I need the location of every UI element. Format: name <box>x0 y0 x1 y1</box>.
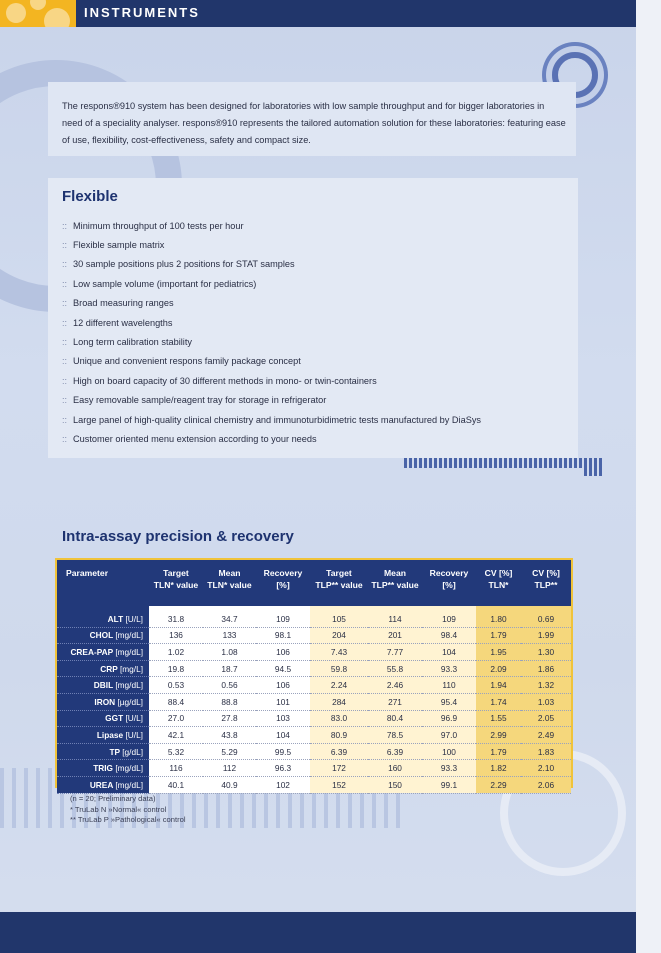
precision-table <box>57 560 571 790</box>
table-row <box>57 760 571 777</box>
bullet-icon: :: <box>62 298 68 309</box>
list-item: :: Customer oriented menu extension according to your needs <box>62 433 317 444</box>
value-cell: 150 <box>368 776 422 793</box>
section-title: INSTRUMENTS <box>84 5 200 20</box>
list-item: :: Long term calibration stability <box>62 337 192 348</box>
parameter-cell: IRON [µg/dL] <box>57 693 149 710</box>
bullet-icon: :: <box>62 433 68 444</box>
column-header: Recovery [%] <box>422 560 476 606</box>
value-cell: 1.80 <box>476 611 521 627</box>
value-cell: 0.56 <box>203 677 256 694</box>
data-table <box>57 560 571 794</box>
value-cell: 106 <box>256 644 310 661</box>
value-cell: 2.46 <box>368 677 422 694</box>
parameter-cell: Lipase [U/L] <box>57 727 149 744</box>
value-cell: 83.0 <box>310 710 368 727</box>
parameter-cell: TRIG [mg/dL] <box>57 760 149 777</box>
parameter-cell: GGT [U/L] <box>57 710 149 727</box>
value-cell: 7.77 <box>368 644 422 661</box>
bullet-icon: :: <box>62 337 68 348</box>
bullet-icon: :: <box>62 240 68 251</box>
list-item: :: Large panel of high-quality clinical chemistry and immunoturbidimetric tests manufactured by DiaSys <box>62 414 482 425</box>
value-cell: 98.1 <box>256 627 310 644</box>
list-item: :: Low sample volume (important for pediatrics) <box>62 278 257 289</box>
value-cell: 34.7 <box>203 611 256 627</box>
value-cell: 43.8 <box>203 727 256 744</box>
value-cell: 95.4 <box>422 693 476 710</box>
footnote: ** TruLab P »Pathological« control <box>70 815 186 824</box>
value-cell: 284 <box>310 693 368 710</box>
list-item: :: 12 different wavelengths <box>62 317 173 328</box>
table-row <box>57 644 571 661</box>
bullet-icon: :: <box>62 375 68 386</box>
feature-list <box>62 216 481 449</box>
value-cell: 1.86 <box>521 660 571 677</box>
precision-heading: Intra-assay precision & recovery <box>62 528 294 545</box>
value-cell: 2.05 <box>521 710 571 727</box>
value-cell: 93.3 <box>422 660 476 677</box>
value-cell: 102 <box>256 776 310 793</box>
value-cell: 101 <box>256 693 310 710</box>
value-cell: 1.99 <box>521 627 571 644</box>
value-cell: 88.8 <box>203 693 256 710</box>
value-cell: 6.39 <box>368 743 422 760</box>
value-cell: 1.74 <box>476 693 521 710</box>
value-cell: 31.8 <box>149 611 203 627</box>
intro-text: The respons®910 system has been designed for laboratories with low sample throughput and for bigger laboratories in need of a speciality analyser. respons®910 represents the tailored automation solution for these laboratories: featuring ease of use, flexibility, cost-effectiveness, safety and compact size. <box>62 101 566 145</box>
list-item: :: Broad measuring ranges <box>62 298 174 309</box>
column-header: CV [%] TLN* <box>476 560 521 606</box>
value-cell: 93.3 <box>422 760 476 777</box>
value-cell: 99.5 <box>256 743 310 760</box>
value-cell: 40.1 <box>149 776 203 793</box>
value-cell: 116 <box>149 760 203 777</box>
brand-pattern <box>0 0 76 27</box>
value-cell: 160 <box>368 760 422 777</box>
value-cell: 1.02 <box>149 644 203 661</box>
value-cell: 110 <box>422 677 476 694</box>
bullet-icon: :: <box>62 414 68 425</box>
value-cell: 1.79 <box>476 743 521 760</box>
value-cell: 19.8 <box>149 660 203 677</box>
value-cell: 97.0 <box>422 727 476 744</box>
scan-margin <box>636 0 661 953</box>
value-cell: 1.55 <box>476 710 521 727</box>
value-cell: 106 <box>256 677 310 694</box>
column-header: Mean TLN* value <box>203 560 256 606</box>
bullet-icon: :: <box>62 395 68 406</box>
value-cell: 18.7 <box>203 660 256 677</box>
table-footnotes <box>70 794 186 826</box>
value-cell: 1.30 <box>521 644 571 661</box>
value-cell: 99.1 <box>422 776 476 793</box>
value-cell: 1.79 <box>476 627 521 644</box>
value-cell: 0.69 <box>521 611 571 627</box>
column-header: Parameter <box>57 560 149 606</box>
bullet-icon: :: <box>62 356 68 367</box>
value-cell: 1.08 <box>203 644 256 661</box>
value-cell: 112 <box>203 760 256 777</box>
value-cell: 55.8 <box>368 660 422 677</box>
value-cell: 27.0 <box>149 710 203 727</box>
value-cell: 80.9 <box>310 727 368 744</box>
table-row <box>57 611 571 627</box>
value-cell: 2.24 <box>310 677 368 694</box>
value-cell: 2.06 <box>521 776 571 793</box>
value-cell: 7.43 <box>310 644 368 661</box>
bullet-icon: :: <box>62 259 68 270</box>
value-cell: 1.32 <box>521 677 571 694</box>
value-cell: 5.32 <box>149 743 203 760</box>
value-cell: 152 <box>310 776 368 793</box>
value-cell: 104 <box>422 644 476 661</box>
value-cell: 133 <box>203 627 256 644</box>
value-cell: 1.82 <box>476 760 521 777</box>
table-row <box>57 693 571 710</box>
footnote: (n = 20; Preliminary data) <box>70 794 156 803</box>
value-cell: 1.94 <box>476 677 521 694</box>
table-row <box>57 710 571 727</box>
list-item: :: High on board capacity of 30 different methods in mono- or twin-containers <box>62 375 377 386</box>
parameter-cell: CHOL [mg/dL] <box>57 627 149 644</box>
column-header: Target TLN* value <box>149 560 203 606</box>
bullet-icon: :: <box>62 278 68 289</box>
list-item: :: Flexible sample matrix <box>62 240 165 251</box>
table-row <box>57 727 571 744</box>
parameter-cell: TP [g/dL] <box>57 743 149 760</box>
table-row <box>57 677 571 694</box>
value-cell: 109 <box>422 611 476 627</box>
value-cell: 78.5 <box>368 727 422 744</box>
value-cell: 94.5 <box>256 660 310 677</box>
value-cell: 88.4 <box>149 693 203 710</box>
list-item: :: Unique and convenient respons family package concept <box>62 356 301 367</box>
parameter-cell: DBIL [mg/dL] <box>57 677 149 694</box>
value-cell: 2.10 <box>521 760 571 777</box>
value-cell: 103 <box>256 710 310 727</box>
column-header: Recovery [%] <box>256 560 310 606</box>
value-cell: 1.83 <box>521 743 571 760</box>
footer-bar <box>0 912 636 953</box>
bullet-icon: :: <box>62 317 68 328</box>
table-row <box>57 627 571 644</box>
parameter-cell: CRP [mg/L] <box>57 660 149 677</box>
value-cell: 42.1 <box>149 727 203 744</box>
decorative-bars-upper <box>404 458 602 476</box>
table-header-row <box>57 560 571 606</box>
value-cell: 5.29 <box>203 743 256 760</box>
footnote: * TruLab N »Normal« control <box>70 804 167 814</box>
value-cell: 98.4 <box>422 627 476 644</box>
parameter-cell: ALT [U/L] <box>57 611 149 627</box>
value-cell: 104 <box>256 727 310 744</box>
value-cell: 100 <box>422 743 476 760</box>
column-header: CV [%] TLP** <box>521 560 571 606</box>
value-cell: 2.99 <box>476 727 521 744</box>
value-cell: 204 <box>310 627 368 644</box>
value-cell: 136 <box>149 627 203 644</box>
value-cell: 59.8 <box>310 660 368 677</box>
list-item: :: Minimum throughput of 100 tests per hour <box>62 220 244 231</box>
value-cell: 27.8 <box>203 710 256 727</box>
value-cell: 6.39 <box>310 743 368 760</box>
value-cell: 96.3 <box>256 760 310 777</box>
value-cell: 1.95 <box>476 644 521 661</box>
value-cell: 96.9 <box>422 710 476 727</box>
value-cell: 114 <box>368 611 422 627</box>
column-header: Mean TLP** value <box>368 560 422 606</box>
parameter-cell: UREA [mg/dL] <box>57 776 149 793</box>
value-cell: 80.4 <box>368 710 422 727</box>
table-row <box>57 743 571 760</box>
value-cell: 40.9 <box>203 776 256 793</box>
value-cell: 271 <box>368 693 422 710</box>
value-cell: 0.53 <box>149 677 203 694</box>
value-cell: 201 <box>368 627 422 644</box>
value-cell: 2.09 <box>476 660 521 677</box>
table-row <box>57 660 571 677</box>
table-row <box>57 776 571 793</box>
value-cell: 2.49 <box>521 727 571 744</box>
column-header: Target TLP** value <box>310 560 368 606</box>
bullet-icon: :: <box>62 220 68 231</box>
value-cell: 2.29 <box>476 776 521 793</box>
value-cell: 1.03 <box>521 693 571 710</box>
value-cell: 172 <box>310 760 368 777</box>
list-item: :: 30 sample positions plus 2 positions for STAT samples <box>62 259 295 270</box>
value-cell: 109 <box>256 611 310 627</box>
flexible-heading: Flexible <box>62 188 118 205</box>
value-cell: 105 <box>310 611 368 627</box>
parameter-cell: CREA-PAP [mg/dL] <box>57 644 149 661</box>
list-item: :: Easy removable sample/reagent tray for storage in refrigerator <box>62 395 327 406</box>
